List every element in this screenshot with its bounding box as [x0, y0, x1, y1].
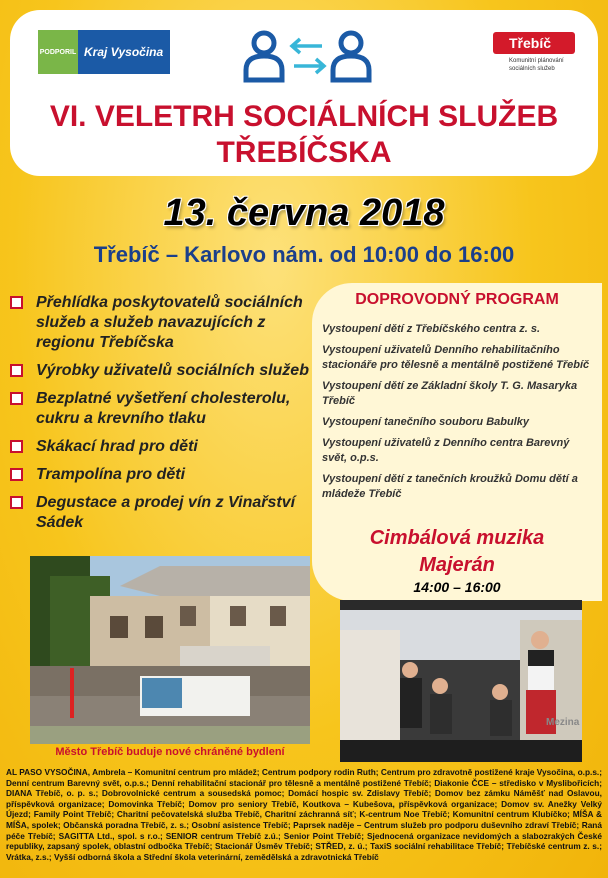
checkbox-bullet-icon	[10, 496, 23, 509]
trebic-logo	[493, 32, 575, 82]
photo-caption: Město Třebíč buduje nové chráněné bydlení	[55, 746, 285, 758]
program-item: Vystoupení uživatelů Denního rehabilitačního stacionáře pro tělesně a mentálně postižené Třebíč	[322, 344, 590, 371]
program-item: Vystoupení dětí z tanečních kroužků Domu dětí a mládeže Třebíč	[322, 473, 578, 500]
program-item: Vystoupení tanečního souboru Babulky	[322, 416, 529, 428]
event-place-time: Třebíč – Karlovo nám. od 10:00 do 16:00	[93, 242, 515, 267]
people-exchange-icon	[240, 26, 375, 84]
logo-tag: PODPORIL	[38, 30, 78, 74]
checkbox-bullet-icon	[10, 392, 23, 405]
list-item: Skákací hrad pro děti	[10, 437, 310, 457]
band-photo	[340, 600, 582, 762]
organizations-footer: AL PASO VYSOČINA, Ambrela – Komunitní centrum pro mládež; Centrum podpory rodin Ruth; Centrum pro zdravotně postižené kraje Vysočina, o.p.s.; Denní centrum Barevný svět, o.p.s.; Denní rehabilitační stacionář pro tělesně a mentálně postižené Třebíč; Diakonie ČCE – středisko v Myslibořicích; DIANA Třebíč, o. p. s.; Dobrovolnické centrum a sousedská pomoc; Domácí hospic sv. Zdislavy Třebíč; Domov bez zámku Náměšť nad Oslavou, příspěvková organizace; Domovinka Třebíč; Domov pro seniory Třebíč, Koutkova – Kubešova, příspěvková organizace; Domov sv. Anežky Velký Újezd; Family Point Třebíč; Charitní pečovatelská služba Třebíč, Charitní záchranná síť; K-centrum Noe Třebíč; Komunitní centrum Klubíčko; MÍŠA & MÍŠA, spolek; Občanská poradna Třebíč, z. s.; Osobní asistence Třebíč; Paprsek naděje – Centrum služeb pro podporu duševního zdraví Třebíč; Raná péče Třebíč; SAGITTA Ltd., spol. s r.o.; SENIOR centrum Třebíč z.ú.; Senior Point Třebíč; Sjednocená organizace nevidomých a slabozrakých České republiky, zapsaný spolek, oblastní odbočka Třebíč; Stacionář Úsměv Třebíč; STŘED, z. ú.; TaxiS sociální rehabilitace Třebíč; Třebíčské centrum z. s.; Vrátka, z.s.; Vyšší odborná škola a Střední škola veterinární, zemědělská a zdravotnická Třebíč	[6, 767, 602, 862]
music-band-line2: Majerán	[419, 554, 495, 576]
event-date: 13. června 2018	[163, 192, 445, 234]
logo-name: Kraj Vysočina	[84, 45, 164, 59]
trebic-logo-name: Třebíč	[493, 32, 575, 54]
checkbox-bullet-icon	[10, 440, 23, 453]
event-title-line2: TŘEBÍČSKA	[216, 136, 392, 169]
music-band	[312, 525, 602, 579]
list-item: Degustace a prodej vín z Vinařství Sádek	[10, 493, 310, 533]
music-band-line1: Cimbálová muzika	[369, 527, 545, 549]
list-item: Trampolína pro děti	[10, 465, 310, 485]
event-title-line1: VI. VELETRH SOCIÁLNÍCH SLUŽEB	[49, 100, 559, 133]
program-item: Vystoupení uživatelů z Denního centra Barevný svět, o.p.s.	[322, 437, 570, 464]
program-item: Vystoupení dětí ze Základní školy T. G. Masaryka Třebíč	[322, 380, 578, 407]
list-item: Bezplatné vyšetření cholesterolu, cukru a krevního tlaku	[10, 389, 310, 429]
checkbox-bullet-icon	[10, 364, 23, 377]
trebic-logo-subtitle: Komunitní plánování sociálních služeb	[509, 58, 564, 72]
building-photo	[30, 556, 310, 744]
checkbox-bullet-icon	[10, 468, 23, 481]
kraj-vysocina-logo	[38, 30, 170, 74]
program-title: DOPROVODNÝ PROGRAM	[355, 291, 559, 308]
offerings-list	[10, 293, 310, 541]
music-time: 14:00 – 16:00	[413, 579, 501, 595]
list-item: Výrobky uživatelů sociálních služeb	[10, 361, 310, 381]
program-item: Vystoupení dětí z Třebíčského centra z. s.	[322, 323, 541, 335]
program-list	[322, 322, 594, 508]
photo-sign-text: Mezina	[546, 717, 580, 728]
list-item: Přehlídka poskytovatelů sociálních služeb a služeb navazujících z regionu Třebíčska	[10, 293, 310, 353]
checkbox-bullet-icon	[10, 296, 23, 309]
